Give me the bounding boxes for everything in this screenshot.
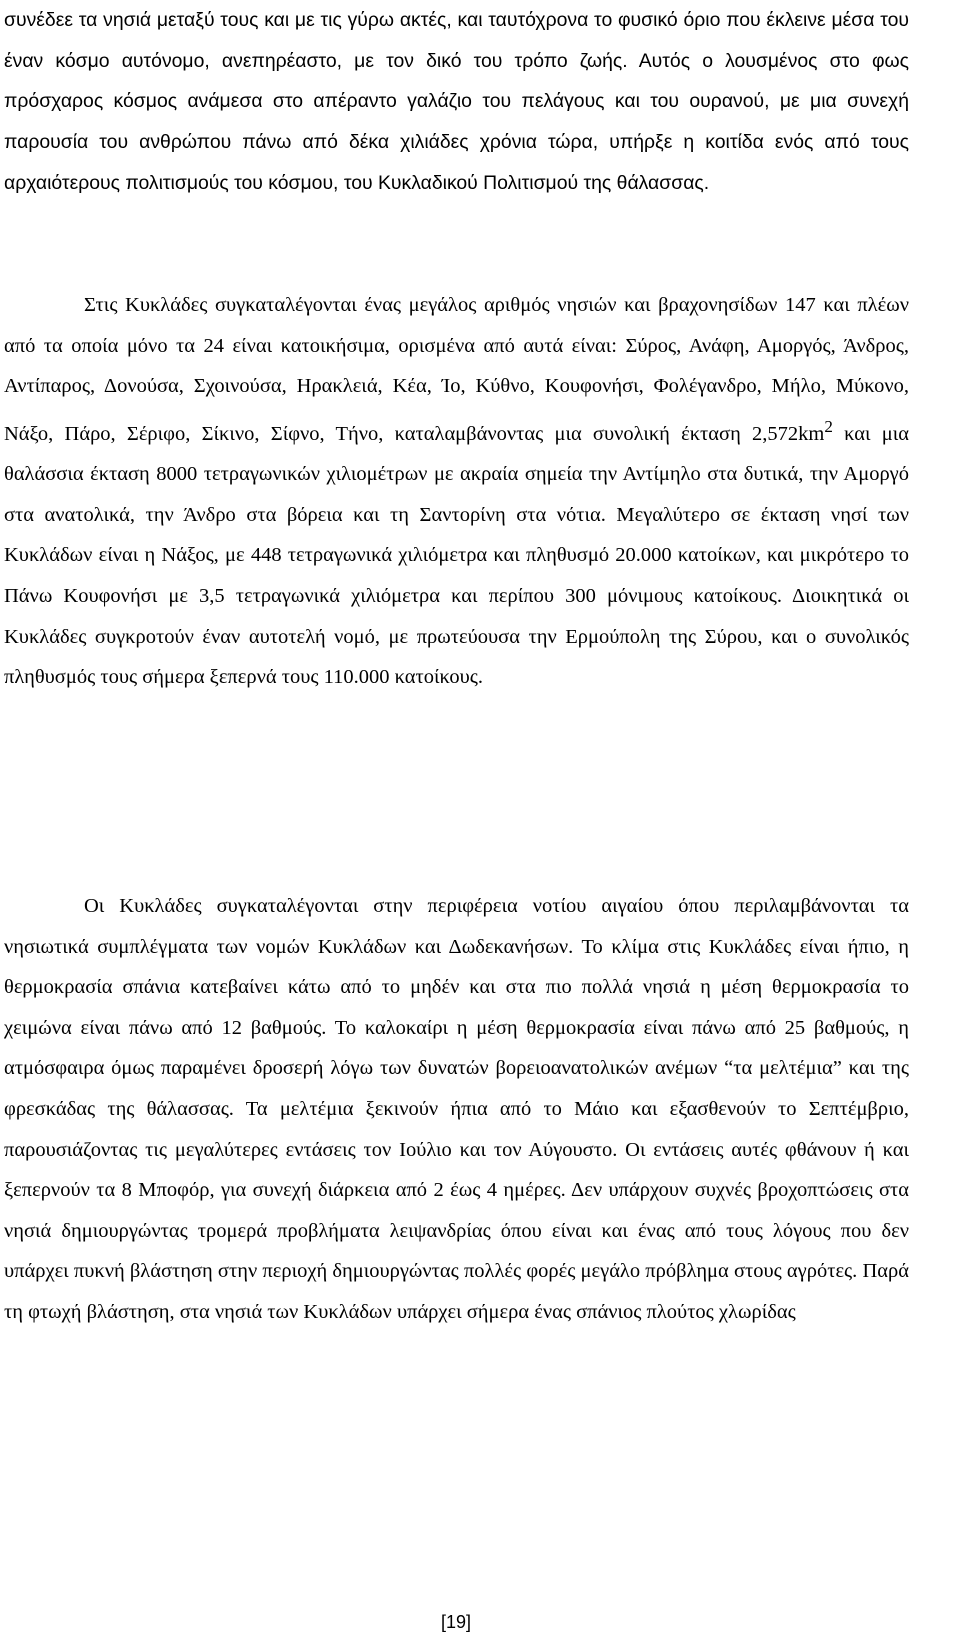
body-text (4, 285, 909, 698)
paragraph: Οι Κυκλάδες συγκαταλέγονται στην περιφέρεια νοτίου αιγαίου όπου περιλαμβάνονται τα νησιωτικά συμπλέγματα των νομών Κυκλάδων και Δωδεκανήσων. Το κλίμα στις Κυκλάδες είναι ήπιο, η θερμοκρασία σπάνια κατεβαίνει κάτω από το μηδέν και στα πιο πολλά νησιά η μέση θερμοκρασία το χειμώνα είναι πάνω από 12 βαθμούς. Το καλοκαίρι η μέση θερμοκρασία είναι πάνω από 25 βαθμούς, η ατμόσφαιρα όμως παραμένει δροσερή λόγω των δυνατών βορειοανατολικών ανέμων “τα μελτέμια” και της φρεσκάδας της θάλασσας. Τα μελτέμια ξεκινούν ήπια από το Μάιο και εξασθενούν το Σεπτέμβριο, παρουσιάζοντας τις μεγαλύτερες εντάσεις τον Ιούλιο και τον Αύγουστο. Οι εντάσεις αυτές φθάνουν ή και ξεπερνούν τα 8 Μποφόρ, για συνεχή διάρκεια από 2 έως 4 ημέρες. Δεν υπάρχουν συχνές βροχοπτώσεις στα νησιά δημιουργώντας τρομερά προβλήματα λειψανδρίας όπου είναι και ένας από τους λόγους που δεν υπάρχει πυκνή βλάστηση στην περιοχή δημιουργώντας πολλές φορές μεγάλο πρόβλημα στους αγρότες. Παρά τη φτωχή βλάστηση, στα νησιά των Κυκλάδων υπάρχει σήμερα ένας σπάνιος πλούτος χλωρίδας (4, 895, 909, 1323)
body-text (4, 886, 909, 1333)
paragraph-text: Στις Κυκλάδες συγκαταλέγονται ένας μεγάλος αριθμός νησιών και βραχονησίδων 147 και πλέων από τα οποία μόνο τα 24 είναι κατοικήσιμα, ορισμένα από αυτά είναι: Σύρος, Ανάφη, Αμοργός, Άνδρος, Αντίπαρος, Δονούσα, Σχοινούσα, Ηρακλειά, Κέα, Ίο, Κύθνο, Κουφονήσι, Φολέγανδρο, Μήλο, Μύκονο, Νάξο, Πάρο, Σέριφο, Σίκινο, Σίφνο, Τήνο, καταλαμβάνοντας μια συνολική έκταση 2,572km (4, 294, 909, 445)
paragraph: συνέδεε τα νησιά μεταξύ τους και με τις γύρω ακτές, και ταυτόχρονα το φυσικό όριο που έκλεινε μέσα του έναν κόσμο αυτόνομο, ανεπηρέαστο, με τον δικό του τρόπο ζωής. Αυτός ο λουσμένος στο φως πρόσχαρος κόσμος ανάμεσα στο απέραντο γαλάζιο του πελάγους και του ουρανού, με μια συνεχή παρουσία του ανθρώπου πάνω από δέκα χιλιάδες χρόνια τώρα, υπήρξε η κοιτίδα ενός από τους αρχαιότερους πολιτισμούς του κόσμου, του Κυκλαδικού Πολιτισμού της θάλασσας. (4, 9, 909, 194)
paragraph (4, 285, 909, 698)
body-text (4, 0, 909, 204)
page-number: [19] (440, 1612, 472, 1632)
paragraph-text: και μια θαλάσσια έκταση 8000 τετραγωνικών χιλιομέτρων με ακραία σημεία την Αντίμηλο στα δυτικά, την Αμοργό στα ανατολικά, την Άνδρο στα βόρεια και τη Σαντορίνη στα νότια. Μεγαλύτερο σε έκταση νησί των Κυκλάδων είναι η Νάξος, με 448 τετραγωνικά χιλιόμετρα και πληθυσμό 20.000 κατοίκων, και μικρότερο το Πάνω Κουφονήσι με 3,5 τετραγωνικά χιλιόμετρα και περίπου 300 μόνιμους κατοίκους. Διοικητικά οι Κυκλάδες συγκροτούν έναν αυτοτελή νομό, με πρωτεύουσα την Ερμούπολη της Σύρου, και ο συνολικός πληθυσμός τους σήμερα ξεπερνά τους 110.000 κατοίκους. (4, 422, 909, 689)
superscript: 2 (824, 416, 833, 436)
